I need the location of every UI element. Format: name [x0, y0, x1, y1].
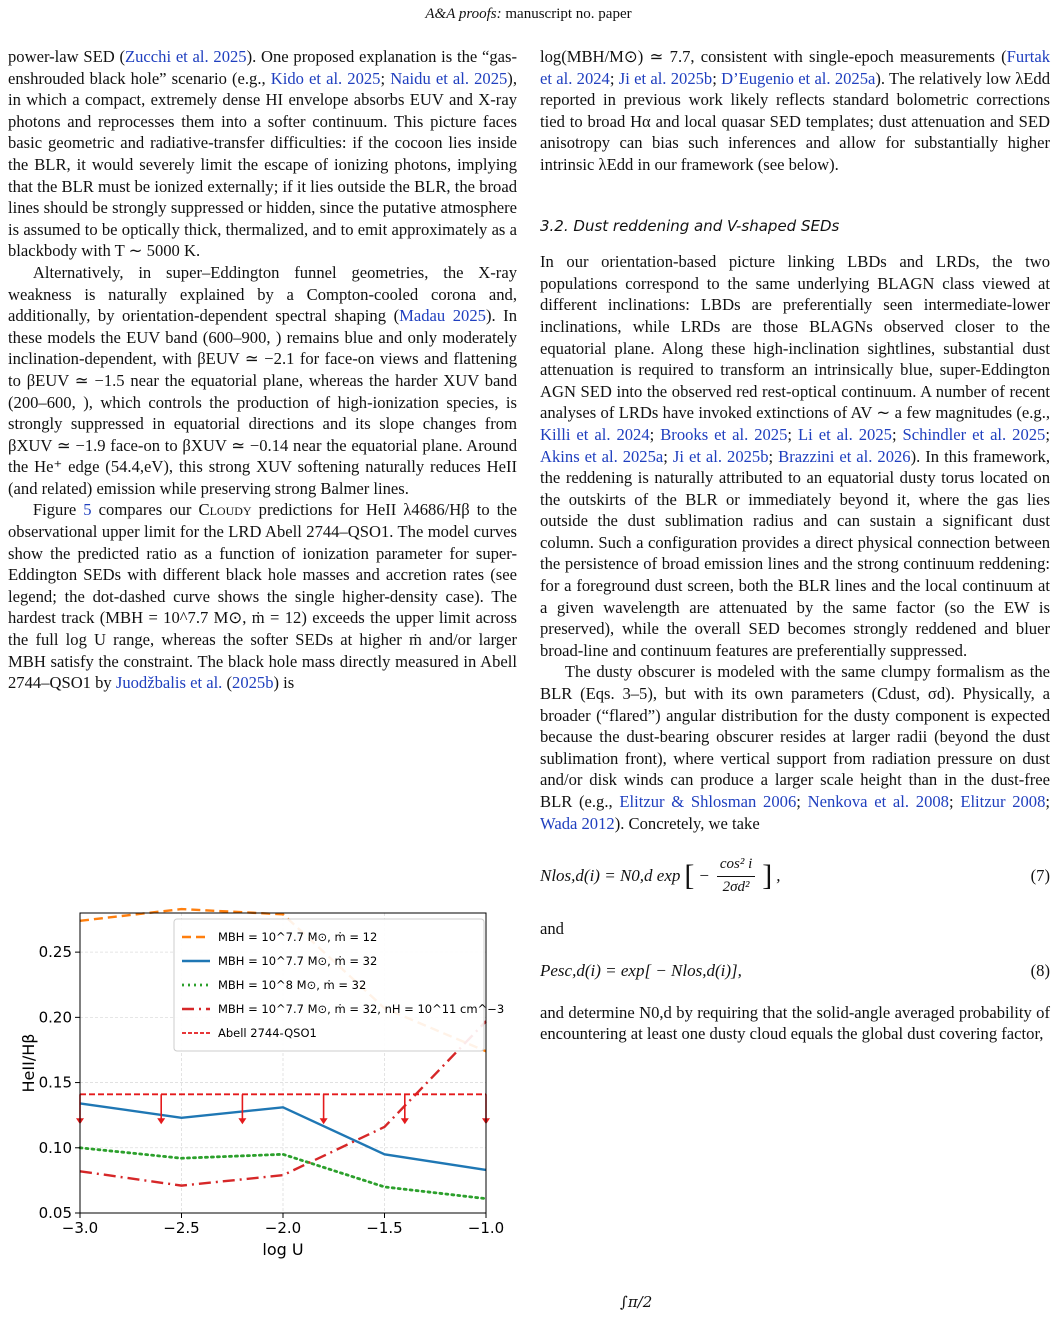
legend-label: Abell 2744-QSO1 [218, 1026, 317, 1040]
upper-limit-arrowhead [401, 1118, 409, 1124]
eq7-sign: − [698, 866, 710, 886]
text-run: ), in which a compact, extremely dense HI envelope absorbs EUV and X-ray photons and reprocesses them into a softer continuum. This picture faces basic geometric and radiative-transfer difficulties: if the cocoon lies inside the BLR, it would severely limit the escape of ionizing photons, implying that the BLR must be ionized externally; if it lies outside the BLR, the broad lines should be strongly suppressed or hidden, since the putative atmosphere is assumed to be optically thick, thermalized, and to emit approximately as a blackbody with T ∼ 5000 K. [8, 68, 517, 261]
code-name: Cloudy [198, 500, 252, 520]
citation-link[interactable]: Brazzini et al. 2026 [778, 446, 911, 466]
integral-sign: ∫π/2 [620, 1293, 653, 1311]
paragraph [540, 661, 1050, 834]
eq7-number: (7) [1030, 866, 1050, 886]
citation-link[interactable]: D’Eugenio et al. 2025a [721, 68, 876, 88]
paragraph [8, 262, 517, 500]
paragraph [8, 499, 517, 693]
y-tick-label: 0.10 [38, 1138, 72, 1157]
citation-link[interactable]: Juodžbalis et al. [115, 673, 223, 693]
text-run: ). Concretely, we take [614, 813, 760, 833]
text-run: ; [796, 792, 808, 811]
text-run: log(MBH/M⊙) ≃ 7.7, consistent with single-epoch measurements ( [540, 47, 1007, 66]
equation-8 [540, 960, 1050, 982]
x-axis-label: log U [262, 1240, 304, 1259]
eq7-denominator: 2σd² [722, 878, 750, 895]
eq7-lhs: Nlos,d(i) = N0,d exp [540, 866, 681, 886]
text-run: ; [787, 424, 798, 444]
citation-link[interactable]: Killi et al. 2024 [540, 424, 650, 444]
text-run: ; [609, 68, 619, 88]
citation-link[interactable]: Naidu et al. 2025 [390, 68, 508, 88]
right-column [540, 46, 1050, 1045]
y-tick-label: 0.15 [38, 1073, 72, 1092]
text-run: ; [1045, 424, 1050, 444]
text-run: ; [380, 68, 391, 88]
section-heading: 3.2. Dust reddening and V-shaped SEDs [540, 216, 840, 235]
text-run: In our orientation-based picture linking LBDs and LRDs, the two populations correspond to the same underlying BLAGN class viewed at different inclinations: LBDs are preferentially seen intermediate-lower inclinations, while LRDs are those BLAGNs observed closer to the equatorial plane. Along these high-inclination sightlines, substantial dust attenuation is required to transform an intrinsically blue, super-Eddington AGN SED into the observed red rest-optical continuum. A number of recent analyses of LRDs have invoked extinctions of AV ∼ a few magnitudes (e.g., [540, 252, 1050, 423]
text-run: ; [1045, 792, 1051, 811]
citation-link[interactable]: Zucchi et al. 2025 [125, 47, 247, 66]
x-tick-label: −2.0 [264, 1219, 302, 1237]
text-run: power-law SED ( [8, 47, 125, 66]
heii-hbeta-chart [8, 905, 518, 1275]
left-column [8, 46, 517, 694]
text-run: ; [891, 424, 903, 444]
eq8-text: Pesc,d(i) = exp[ − Nlos,d(i)], [540, 960, 742, 980]
legend-label: MBH = 10^8 M⊙, ṁ = 32 [218, 978, 367, 992]
citation-link[interactable]: Madau 2025 [399, 306, 486, 326]
text-run: ). In these models the EUV band (600–900, ) remains blue and only moderately inclination-dependent, with βEUV ≃ −2.1 for face-on views and flattening to βEUV ≃ −1.5 near the equatorial plane, whereas the harder XUV band (200–600, ), which controls the production of high-ionization species, is strongly suppressed in equatorial directions and its slope changes from βXUV ≃ −1.9 face-on to βXUV ≃ −0.14 near the equatorial plane. Around the He⁺ edge (54.4,eV), this strong XUV softening naturally reduces HeII (and related) emission while preserving strong Balmer lines. [8, 306, 517, 498]
figure-5 [8, 905, 518, 1275]
eq8-number: (8) [1030, 960, 1050, 980]
y-tick-label: 0.20 [38, 1008, 72, 1027]
citation-link[interactable]: Brooks et al. 2025 [660, 424, 788, 444]
y-axis-label: HeII/Hβ [19, 1033, 38, 1093]
citation-link[interactable]: Furtak et al. 2024 [540, 47, 1050, 88]
upper-limit-arrowhead [157, 1118, 165, 1124]
text-run: ; [768, 446, 779, 466]
citation-link[interactable]: Ji et al. 2025b [672, 446, 769, 466]
text-run: ( [222, 673, 233, 693]
citation-link[interactable]: 5 [83, 500, 92, 520]
text-run: ) is [273, 673, 295, 693]
x-tick-label: −1.0 [467, 1219, 505, 1237]
text-run: predictions for HeII λ4686/Hβ to the observational upper limit for the LRD Abell 2744–QSO1. The model curves show the predicted ratio as a function of ionization parameter for super-Eddington SEDs with different black hole masses and accretion rates (see legend; the dot-dashed curve shows the single higher-density case). The hardest track (MBH = 10^7.7 M⊙, ṁ = 12) exceeds the upper limit across the full log U range, whereas the softer SEDs at higher ṁ and/or larger MBH satisfy the constraint. The black hole mass directly measured in Abell 2744–QSO1 by [8, 500, 517, 693]
text-run: ). One proposed explanation is the “gas-enshrouded black hole” scenario (e.g., [8, 47, 518, 88]
citation-link[interactable]: Elitzur 2008 [960, 792, 1046, 811]
x-tick-label: −3.0 [61, 1219, 99, 1237]
y-tick-label: 0.25 [38, 943, 72, 962]
text-run: Figure [32, 500, 84, 520]
citation-link[interactable]: Li et al. 2025 [797, 424, 892, 444]
paragraph [8, 46, 517, 262]
citation-link[interactable]: Schindler et al. 2025 [902, 424, 1046, 444]
text-run: Alternatively, in super–Eddington funnel geometries, the X-ray weakness is naturally explained by a Compton-cooled corona and, additionally, by orientation-dependent spectral shaping ( [8, 262, 517, 326]
citation-link[interactable]: Wada 2012 [540, 813, 615, 833]
citation-link[interactable]: Ji et al. 2025b [618, 68, 713, 88]
paragraph [540, 46, 1050, 176]
y-tick-label: 0.05 [38, 1204, 72, 1222]
text-run: ; [663, 446, 673, 466]
equation-7: Nlos,d(i) = N0,d exp [ − $\frac{\text{cos² i}}{\text{2σd²}}$ ] , (7) [540, 854, 1050, 898]
paragraph [540, 251, 1050, 661]
citation-link[interactable]: Nenkova et al. 2008 [807, 792, 949, 811]
running-header: A&A proofs: manuscript no. paper [425, 6, 632, 22]
paragraph: and determine N0,d by requiring that the solid-angle averaged probability of encountering at least one dusty cloud equals the global dust covering factor, [540, 1002, 1050, 1044]
legend-label: MBH = 10^7.7 M⊙, ṁ = 32 [218, 954, 378, 968]
citation-link[interactable]: Akins et al. 2025a [540, 446, 664, 466]
eq7-numerator: cos² i [717, 854, 755, 877]
text-run: ). In this framework, the reddening is naturally attributed to an equatorial dusty torus located on the outskirts of the BLR or immediately beyond it, where the gas lies outside the dust sublimation radius and can sustain a significant dust column. Such a configuration provides a direct physical connection between the persistence of broad emission lines and the strong continuum reddening: for a foreground dust screen, both the BLR lines and the local continuum at a given wavelength are attenuated by the same factor (so the EW is preserved), while the overall SED becomes strongly reddened and bluer broad-line and continuum features are preferentially suppressed. [540, 446, 1050, 660]
legend-label: MBH = 10^7.7 M⊙, ṁ = 12 [218, 930, 378, 944]
citation-link[interactable]: Elitzur & Shlosman 2006 [619, 792, 797, 811]
text-run: The dusty obscurer is modeled with the same clumpy formalism as the BLR (Eqs. 3–5), but with its own parameters (Cdust, σd). Physically, a broader (“flared”) angular distribution for the dusty component is expected because the dust-bearing obscurer resides at larger radii (beyond the dust sublimation front), where vertical support from radiation pressure on dust and/or disk winds can produce a larger scale height than in the dust-free BLR (e.g., [540, 662, 1050, 811]
text-run: compares our [91, 500, 199, 520]
citation-link[interactable]: 2025b [232, 673, 274, 693]
upper-limit-arrowhead [238, 1118, 246, 1124]
and-text: and [540, 919, 564, 939]
x-tick-label: −2.5 [163, 1219, 200, 1237]
citation-link[interactable]: Kido et al. 2025 [270, 68, 381, 88]
upper-limit-arrowhead [320, 1118, 328, 1124]
text-run: ; [712, 68, 722, 88]
x-tick-label: −1.5 [366, 1219, 403, 1237]
legend-label: MBH = 10^7.7 M⊙, ṁ = 32, nH = 10^11 cm^−3 [218, 1002, 505, 1016]
text-run: ). The relatively low λEdd reported in previous work likely reflects standard bolometric corrections tied to broad Hα and local quasar SED templates; dust attenuation and SED anisotropy can bias such inferences and allow for substantially higher intrinsic λEdd in our framework (see below). [540, 68, 1050, 174]
text-run: ; [948, 792, 961, 811]
text-run: ; [649, 424, 661, 444]
